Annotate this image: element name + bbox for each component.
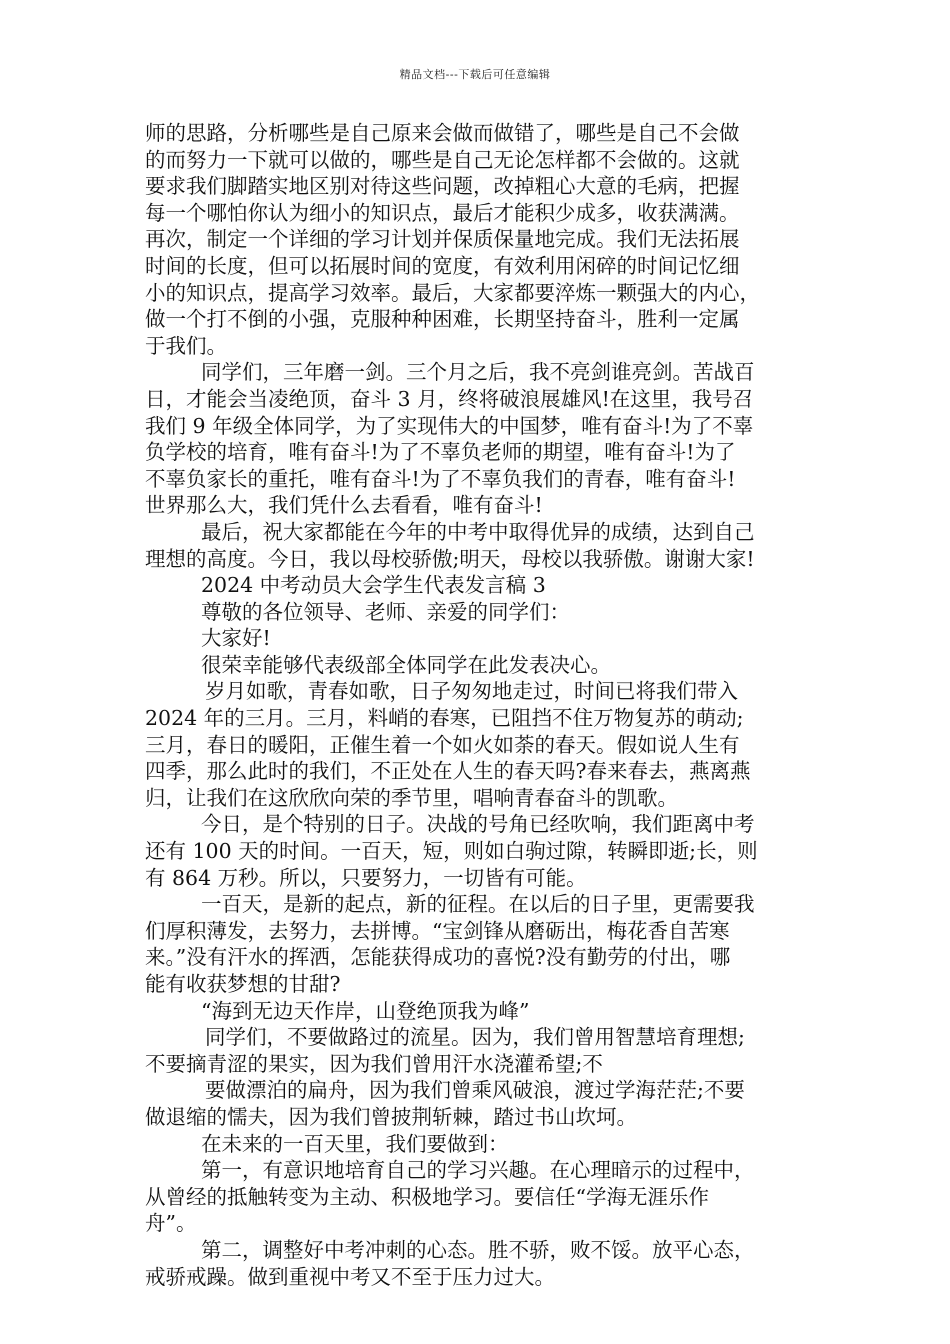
text-line: 一百天，是新的起点，新的征程。在以后的日子里，更需要我 — [201, 892, 755, 917]
text-line: 来。”没有汗水的挥洒，怎能获得成功的喜悦?没有勤劳的付出，哪 — [145, 945, 731, 970]
text-line: 归，让我们在这欣欣向荣的季节里，唱响青春奋斗的凯歌。 — [145, 785, 678, 810]
document-body — [145, 120, 820, 1290]
text-line: 们厚积薄发，去努力，去拼博。“宝剑锋从磨砺出，梅花香自苦寒 — [145, 918, 730, 943]
text-line: 今日，是个特别的日子。决战的号角已经吹响，我们距离中考 — [201, 812, 755, 837]
text-line: 我们 9 年级全体同学，为了实现伟大的中国梦，唯有奋斗!为了不辜 — [145, 413, 754, 438]
text-line: “海到无边天作岸，山登绝顶我为峰” — [201, 998, 530, 1023]
text-line: 岁月如歌，青春如歌，日子匆匆地走过，时间已将我们带入 — [205, 679, 738, 704]
text-line: 舟”。 — [145, 1211, 197, 1236]
text-line: 大家好! — [201, 626, 271, 651]
text-line: 小的知识点，提高学习效率。最后，大家都要淬炼一颗强大的内心， — [145, 280, 760, 305]
text-line: 能有收获梦想的甘甜? — [145, 972, 341, 996]
text-line: 要做漂泊的扁舟，因为我们曾乘风破浪，渡过学海茫茫;不要 — [205, 1078, 745, 1103]
text-line: 日，才能会当凌绝顶，奋斗 3 月，终将破浪展雄风!在这里，我号召 — [145, 386, 754, 411]
text-line: 做一个打不倒的小强，克服种种困难，长期坚持奋斗，胜利一定属 — [145, 307, 740, 332]
text-line: 戒骄戒躁。做到重视中考又不至于压力过大。 — [145, 1264, 555, 1289]
text-line: 理想的高度。今日，我以母校骄傲;明天，母校以我骄傲。谢谢大家! — [145, 546, 755, 571]
text-line: 第一，有意识地培育自己的学习兴趣。在心理暗示的过程中， — [201, 1158, 755, 1183]
text-line: 有 864 万秒。所以，只要努力，一切皆有可能。 — [145, 865, 587, 890]
text-line: 最后，祝大家都能在今年的中考中取得优异的成绩，达到自己 — [201, 519, 755, 544]
text-line: 要求我们脚踏实地区别对待这些问题，改掉粗心大意的毛病，把握 — [145, 174, 740, 199]
text-line: 世界那么大，我们凭什么去看看，唯有奋斗! — [145, 493, 543, 518]
page-header: 精品文档---下载后可任意编辑 — [399, 68, 551, 81]
text-line: 负学校的培育，唯有奋斗!为了不辜负老师的期望，唯有奋斗!为了 — [145, 440, 736, 465]
text-line: 做退缩的懦夫，因为我们曾披荆斩棘，踏过书山坎坷。 — [145, 1104, 637, 1129]
text-line: 同学们，三年磨一剑。三个月之后，我不亮剑谁亮剑。苦战百 — [201, 360, 755, 385]
text-line: 从曾经的抵触转变为主动、积极地学习。要信任“学海无涯乐作 — [145, 1184, 709, 1209]
text-line: 很荣幸能够代表级部全体同学在此发表决心。 — [201, 652, 611, 677]
text-line: 不要摘青涩的果实，因为我们曾用汗水浇灌希望;不 — [145, 1051, 603, 1076]
text-line: 还有 100 天的时间。一百天，短，则如白驹过隙，转瞬即逝;长，则 — [145, 839, 758, 864]
text-line: 的而努力一下就可以做的，哪些是自己无论怎样都不会做的。这就 — [145, 147, 740, 172]
text-line: 2024 年的三月。三月，料峭的春寒，已阻挡不住万物复苏的萌动; — [145, 706, 744, 731]
text-line: 三月，春日的暖阳，正催生着一个如火如荼的春天。假如说人生有 — [145, 732, 740, 757]
text-line: 四季，那么此时的我们，不正处在人生的春天吗?春来春去，燕离燕 — [145, 759, 751, 784]
text-line: 在未来的一百天里，我们要做到： — [201, 1131, 509, 1156]
text-line: 于我们。 — [145, 333, 227, 358]
text-line: 同学们，不要做路过的流星。因为，我们曾用智慧培育理想; — [205, 1025, 745, 1050]
text-line: 2024 中考动员大会学生代表发言稿 3 — [201, 573, 546, 598]
text-line: 不辜负家长的重托，唯有奋斗!为了不辜负我们的青春，唯有奋斗! — [145, 466, 736, 491]
text-line: 再次，制定一个详细的学习计划并保质保量地完成。我们无法拓展 — [145, 227, 740, 252]
text-line: 时间的长度，但可以拓展时间的宽度，有效利用闲碎的时间记忆细 — [145, 253, 740, 278]
text-line: 师的思路，分析哪些是自己原来会做而做错了，哪些是自己不会做 — [145, 121, 740, 145]
text-line: 第二，调整好中考冲刺的心态。胜不骄，败不馁。放平心态， — [201, 1237, 755, 1262]
text-line: 尊敬的各位领导、老师、亲爱的同学们： — [201, 599, 570, 624]
text-line: 每一个哪怕你认为细小的知识点，最后才能积少成多，收获满满。 — [145, 200, 740, 225]
